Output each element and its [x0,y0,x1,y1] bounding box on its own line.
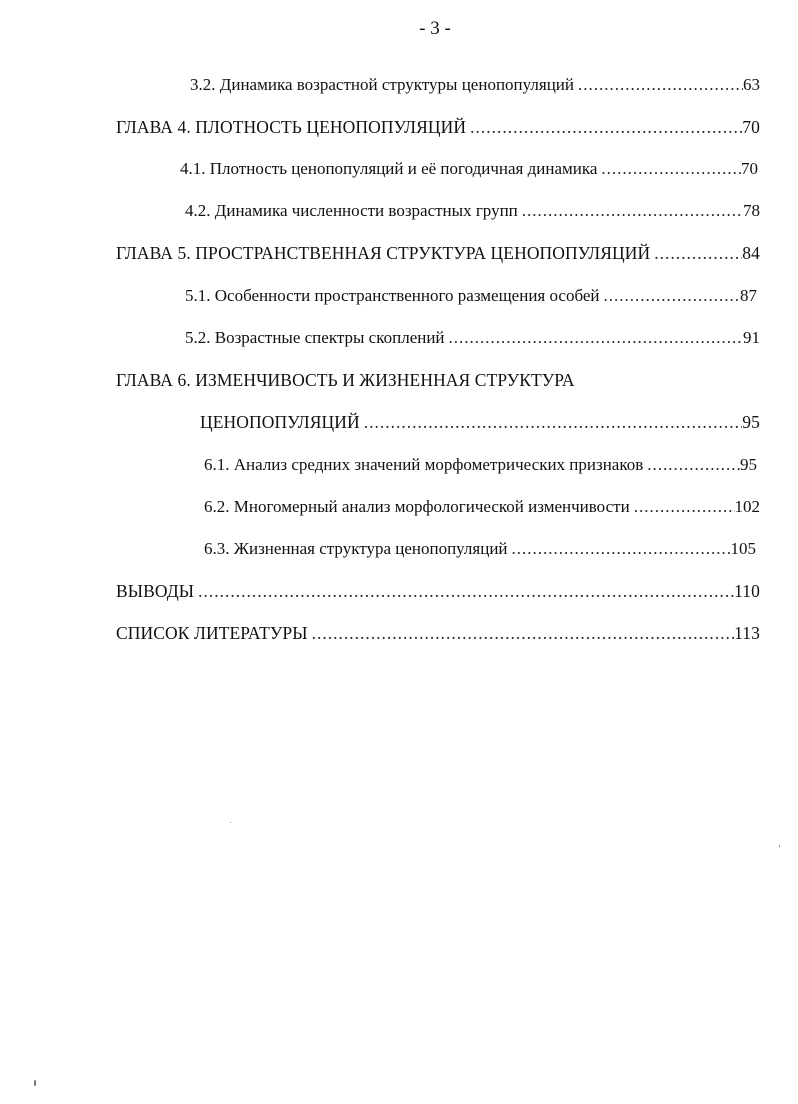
toc-entry-3-2[interactable] [190,74,760,96]
toc-entry-page: 110 [734,581,760,601]
toc-entry-label: ГЛАВА 6. ИЗМЕНЧИВОСТЬ И ЖИЗНЕННАЯ СТРУКТУРА [116,370,575,390]
toc-entry-chapter-6[interactable] [116,369,676,391]
dot-leader [630,496,735,518]
dot-leader [445,327,743,349]
toc-entry-chapter-4[interactable] [116,116,760,138]
toc-entry-label: 6.2. Многомерный анализ морфологической изменчивости [204,497,630,516]
dot-leader [650,242,742,264]
toc-entry-label: ГЛАВА 5. ПРОСТРАНСТВЕННАЯ СТРУКТУРА ЦЕНОПОПУЛЯЦИЙ [116,243,651,263]
dot-leader [600,285,740,307]
toc-entry-page: 63 [743,75,760,94]
dot-leader [597,158,741,180]
toc-entry-4-1[interactable] [180,158,758,180]
toc-entry-references[interactable] [116,622,760,644]
page-number: - 3 - [419,18,451,39]
toc-entry-page: 70 [742,117,760,137]
toc-entry-page: 95 [740,455,757,474]
scan-speck [779,845,780,847]
toc-entry-label: 5.1. Особенности пространственного размещения особей [185,286,600,305]
toc-entry-page: 102 [734,497,760,516]
toc-entry-4-2[interactable] [185,200,760,222]
toc-entry-label: ЦЕНОПОПУЛЯЦИЙ [200,412,360,432]
toc-entry-page: 105 [730,539,756,558]
toc-entry-5-2[interactable] [185,327,760,349]
toc-entry-page: 91 [743,328,760,347]
toc-entry-chapter-6-continued[interactable] [200,411,760,433]
toc-entry-label: СПИСОК ЛИТЕРАТУРЫ [116,623,308,643]
toc-entry-6-3[interactable] [204,538,756,560]
toc-entry-chapter-5[interactable] [116,242,760,264]
dot-leader [643,454,740,476]
scan-speck [230,822,231,823]
dot-leader [574,74,743,96]
toc-entry-page: 113 [734,623,760,643]
toc-entry-label: 4.2. Динамика численности возрастных групп [185,201,518,220]
toc-entry-page: 95 [742,412,760,432]
toc-entry-page: 78 [743,201,760,220]
toc-entry-page: 84 [742,243,760,263]
dot-leader [508,538,731,560]
scan-speck [34,1080,36,1086]
toc-entry-page: 70 [741,159,758,178]
toc-entry-5-1[interactable] [185,285,757,307]
toc-entry-conclusions[interactable] [116,580,760,602]
toc-entry-label: 6.1. Анализ средних значений морфометрических признаков [204,455,644,474]
toc-entry-label: 5.2. Возрастные спектры скоплений [185,328,445,347]
toc-entry-6-1[interactable] [204,454,757,476]
dot-leader [194,580,734,602]
toc-entry-label: ВЫВОДЫ [116,581,195,601]
dot-leader [518,200,743,222]
toc-entry-label: ГЛАВА 4. ПЛОТНОСТЬ ЦЕНОПОПУЛЯЦИЙ [116,117,467,137]
toc-entry-label: 3.2. Динамика возрастной структуры ценопопуляций [190,75,574,94]
toc-entry-label: 6.3. Жизненная структура ценопопуляций [204,539,508,558]
toc-entry-page: 87 [740,286,757,305]
toc-entry-6-2[interactable] [204,496,760,518]
dot-leader [360,411,743,433]
dot-leader [308,622,735,644]
dot-leader [466,116,742,138]
toc-entry-label: 4.1. Плотность ценопопуляций и её погодичная динамика [180,159,598,178]
